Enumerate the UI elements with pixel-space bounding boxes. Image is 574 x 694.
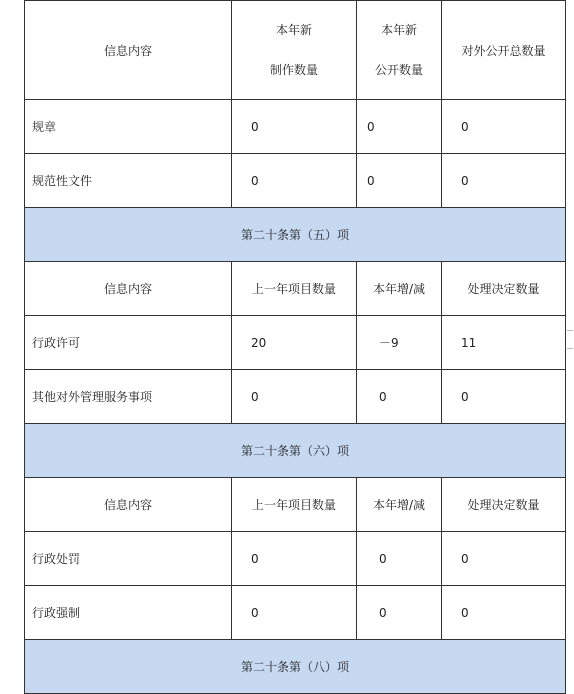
row-label: 行政强制 xyxy=(25,586,232,640)
section-band xyxy=(25,640,566,694)
section-title: 第二十条第（五）项 xyxy=(25,208,566,262)
header-decision-count: 处理决定数量 xyxy=(442,262,566,316)
section-title: 第二十条第（六）项 xyxy=(25,424,566,478)
cell-value: 0 xyxy=(232,154,357,208)
header-last-year-count: 上一年项目数量 xyxy=(232,478,357,532)
table-row xyxy=(25,154,566,208)
info-disclosure-table xyxy=(24,0,565,694)
header-total-published: 对外公开总数量 xyxy=(442,1,566,100)
header-info-content: 信息内容 xyxy=(25,478,232,532)
cell-value: 0 xyxy=(357,100,442,154)
section2-header-row xyxy=(25,262,566,316)
table-row xyxy=(25,100,566,154)
table-row xyxy=(25,532,566,586)
cell-value: 0 xyxy=(357,370,442,424)
table-row xyxy=(25,586,566,640)
cell-value: －9 xyxy=(357,316,442,370)
section-band xyxy=(25,424,566,478)
header-last-year-count: 上一年项目数量 xyxy=(232,262,357,316)
cell-value: 0 xyxy=(232,532,357,586)
header-change: 本年增/减 xyxy=(357,478,442,532)
header-change: 本年增/减 xyxy=(357,262,442,316)
section3-header-row xyxy=(25,478,566,532)
edge-mark xyxy=(567,330,573,331)
cell-value: 11 xyxy=(442,316,566,370)
cell-value: 0 xyxy=(442,154,566,208)
cell-value: 0 xyxy=(442,586,566,640)
header-decision-count: 处理决定数量 xyxy=(442,478,566,532)
cell-value: 0 xyxy=(442,100,566,154)
cell-value: 0 xyxy=(357,586,442,640)
cell-value: 0 xyxy=(357,532,442,586)
cell-value: 0 xyxy=(232,370,357,424)
cell-value: 0 xyxy=(442,370,566,424)
cell-value: 0 xyxy=(357,154,442,208)
cell-value: 0 xyxy=(232,100,357,154)
row-label: 其他对外管理服务事项 xyxy=(25,370,232,424)
row-label: 行政许可 xyxy=(25,316,232,370)
row-label: 规范性文件 xyxy=(25,154,232,208)
header-info-content: 信息内容 xyxy=(25,1,232,100)
cell-value: 20 xyxy=(232,316,357,370)
section-band xyxy=(25,208,566,262)
edge-mark xyxy=(567,348,573,349)
header-info-content: 信息内容 xyxy=(25,262,232,316)
header-new-made: 本年新 制作数量 xyxy=(232,1,357,100)
table-row xyxy=(25,370,566,424)
header-new-published: 本年新 公开数量 xyxy=(357,1,442,100)
section-title: 第二十条第（八）项 xyxy=(25,640,566,694)
row-label: 规章 xyxy=(25,100,232,154)
cell-value: 0 xyxy=(442,532,566,586)
cell-value: 0 xyxy=(232,586,357,640)
row-label: 行政处罚 xyxy=(25,532,232,586)
section1-header-row xyxy=(25,1,566,100)
table-row xyxy=(25,316,566,370)
